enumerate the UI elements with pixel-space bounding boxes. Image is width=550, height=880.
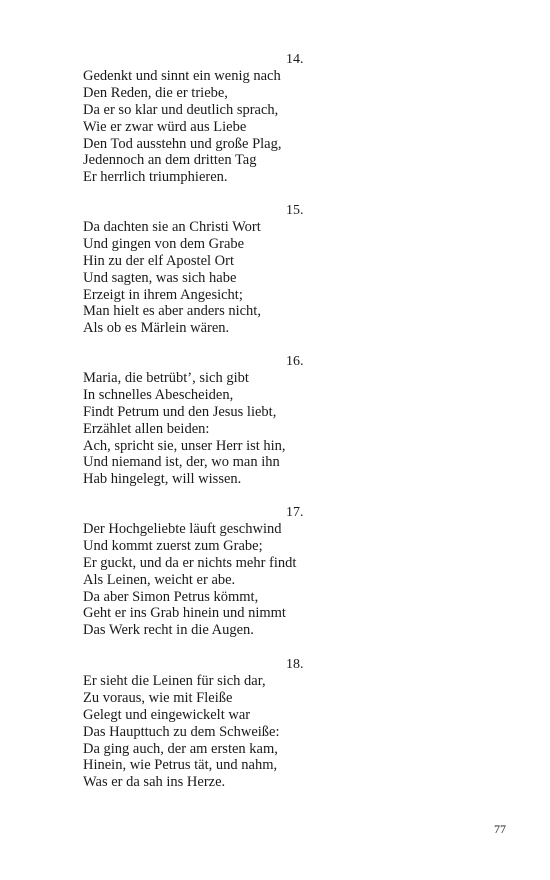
verse-line: Was er da sah ins Herze. — [83, 774, 226, 791]
stanza-number: 16. — [286, 354, 304, 369]
stanza-number: 18. — [286, 657, 304, 672]
verse-line: Maria, die betrübt’, sich gibt — [83, 370, 249, 386]
verse-line: Hin zu der elf Apostel Ort — [83, 252, 235, 269]
verse-line: Als Leinen, weicht er abe. — [83, 571, 236, 588]
verse-line: Gedenkt und sinnt ein wenig nach — [83, 68, 281, 84]
verse-line: Der Hochgeliebte läuft geschwind — [83, 521, 282, 537]
verse-line: In schnelles Abescheiden, — [83, 386, 234, 403]
verse-line: Man hielt es aber anders nicht, — [83, 303, 261, 320]
stanza-number: 14. — [286, 52, 304, 67]
verse-line: Und kommt zuerst zum Grabe; — [83, 537, 263, 554]
page-number: 77 — [494, 822, 506, 836]
verse-line: Ach, spricht sie, unser Herr ist hin, — [83, 437, 286, 454]
verse-line: Den Reden, die er triebe, — [83, 84, 228, 101]
verse-line: Er sieht die Leinen für sich dar, — [83, 673, 266, 689]
verse-line: Da aber Simon Petrus kömmt, — [83, 588, 259, 605]
verse-line: Und niemand ist, der, wo man ihn — [83, 454, 280, 471]
stanza-lines — [83, 68, 281, 186]
verse-line: Gelegt und eingewickelt war — [83, 706, 251, 723]
verse-line: Wie er zwar würd aus Liebe — [83, 118, 247, 135]
verse-line: Erzeigt in ihrem Angesicht; — [83, 286, 243, 303]
verse-line: Jedennoch an dem dritten Tag — [83, 152, 257, 169]
verse-line: Er guckt, und da er nichts mehr findt — [83, 554, 297, 571]
verse-line: Zu voraus, wie mit Fleiße — [83, 689, 233, 706]
stanza-lines — [83, 673, 280, 791]
verse-line: Das Haupttuch zu dem Schweiße: — [83, 723, 280, 740]
verse-line: Er herrlich triumphieren. — [83, 169, 228, 186]
stanza-number: 17. — [286, 505, 304, 520]
verse-line: Da er so klar und deutlich sprach, — [83, 101, 279, 118]
verse-line: Den Tod ausstehn und große Plag, — [83, 135, 282, 152]
verse-line: Das Werk recht in die Augen. — [83, 622, 254, 639]
verse-line: Und gingen von dem Grabe — [83, 235, 245, 252]
verse-line: Und sagten, was sich habe — [83, 269, 237, 286]
verse-line: Da ging auch, der am ersten kam, — [83, 740, 278, 757]
verse-line: Da dachten sie an Christi Wort — [83, 219, 261, 235]
verse-line: Als ob es Märlein wären. — [83, 320, 230, 337]
verse-line: Findt Petrum und den Jesus liebt, — [83, 403, 277, 420]
stanza-lines — [83, 219, 261, 337]
stanza-lines — [83, 370, 286, 488]
stanza-lines — [83, 521, 296, 639]
verse-line: Hab hingelegt, will wissen. — [83, 471, 242, 488]
verse-line: Hinein, wie Petrus tät, und nahm, — [83, 757, 278, 774]
stanza-number: 15. — [286, 203, 304, 218]
verse-line: Geht er ins Grab hinein und nimmt — [83, 605, 286, 622]
verse-line: Erzählet allen beiden: — [83, 420, 210, 437]
